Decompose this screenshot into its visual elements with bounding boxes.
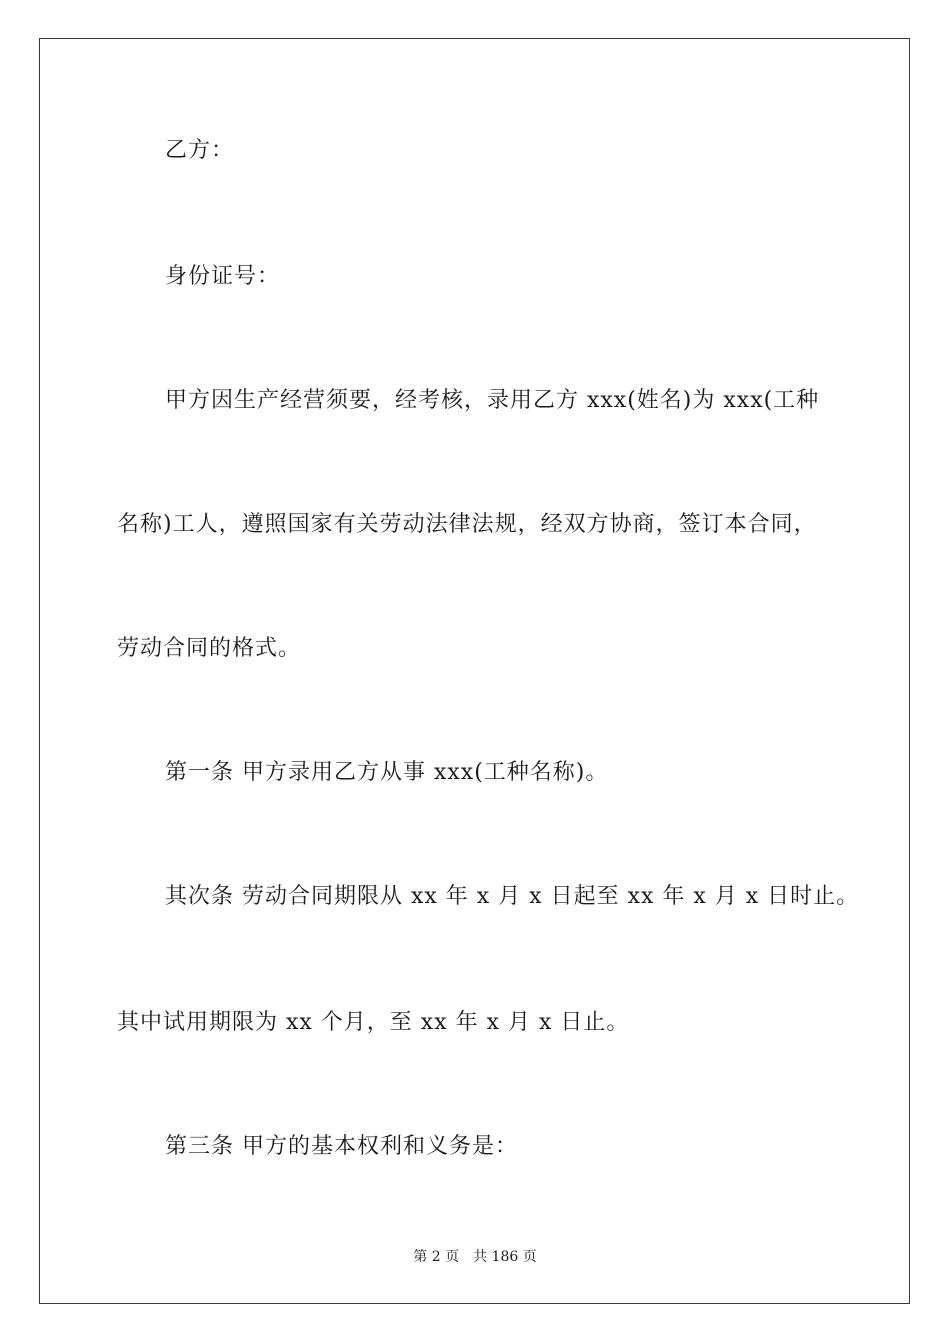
article-1: 第一条 甲方录用乙方从事 xxx(工种名称)。 xyxy=(165,760,609,785)
paragraph-line: 劳动合同的格式。 xyxy=(117,636,302,661)
article-3: 第三条 甲方的基本权利和义务是： xyxy=(165,1134,518,1159)
page-total: 共 186 页 xyxy=(473,1249,537,1265)
party-b-label: 乙方： xyxy=(165,138,235,163)
page-footer xyxy=(0,1248,950,1266)
page-frame xyxy=(39,38,910,1304)
id-number-label: 身份证号： xyxy=(165,264,281,289)
paragraph-line: 其中试用期限为 xx 个月，至 xx 年 x 月 x 日止。 xyxy=(117,1010,630,1035)
paragraph-line: 甲方因生产经营须要，经考核，录用乙方 xxx(姓名)为 xxx(工种 xyxy=(165,388,820,413)
paragraph-line: 名称)工人，遵照国家有关劳动法律法规，经双方协商，签订本合同， xyxy=(117,512,817,537)
article-2: 其次条 劳动合同期限从 xx 年 x 月 x 日起至 xx 年 x 月 x 日时止。 xyxy=(165,884,860,909)
page-number: 第 2 页 xyxy=(413,1249,460,1265)
